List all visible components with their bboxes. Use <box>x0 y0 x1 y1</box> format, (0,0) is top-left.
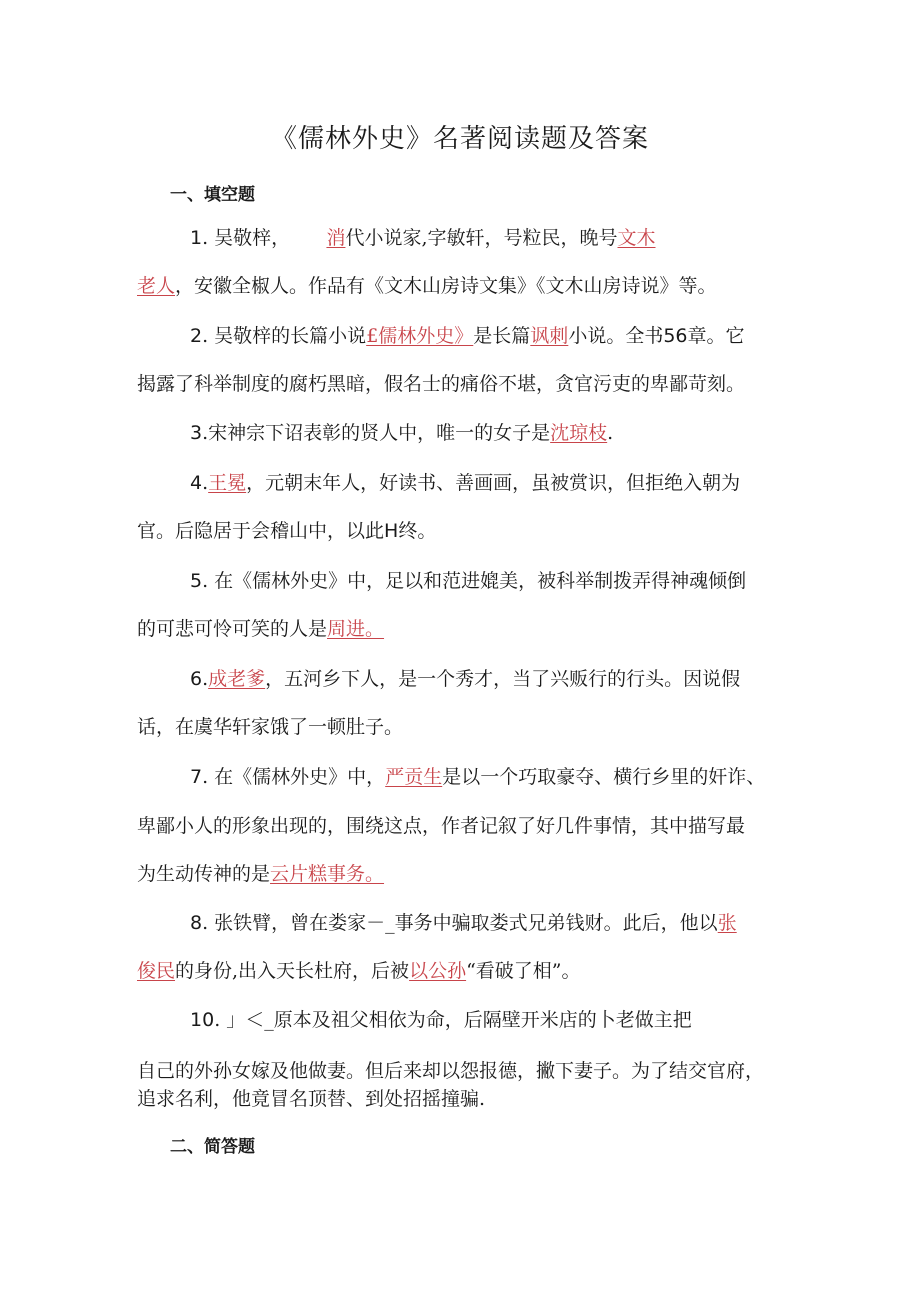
question-7-line-3: 为生动传神的是云片糕事务。 <box>137 863 385 885</box>
answer-q1-nickname-part1: 文木 <box>617 227 656 249</box>
question-8-line-1: 8. 张铁臂，曾在娄家－_事务中骗取娄式兄弟钱财。此后，他以张 <box>190 912 737 934</box>
question-2-line-1: 2. 吴敬梓的长篇小说£儒林外史》是长篇讽刺小说。全书56章。它 <box>190 325 745 347</box>
question-7-line-1: 7. 在《儒林外史》中，严贡生是以一个巧取豪夺、横行乡里的奸诈、 <box>190 766 766 788</box>
answer-q1-dynasty: 消 <box>326 227 346 249</box>
section-heading-fill-blank: 一、填空题 <box>170 185 255 205</box>
question-3-line-1: 3.宋神宗下诏表彰的贤人中，唯一的女子是沈琼枝. <box>190 422 614 444</box>
question-10-line-1: 10. 」＜_原本及祖父相依为命，后隔壁开米店的卜老做主把 <box>190 1009 692 1031</box>
answer-q1-nickname-part2: 老人 <box>137 275 176 297</box>
question-4-line-1: 4.王冕，元朝末年人，好读书、善画画，虽被赏识，但拒绝入朝为 <box>190 472 741 494</box>
question-5-line-2: 的可悲可怜可笑的人是周进。 <box>137 618 385 640</box>
answer-q7-event: 云片糕事务。 <box>270 863 385 885</box>
question-5-line-1: 5. 在《儒林外史》中，足以和范进媲美，被科举制拨弄得神魂倾倒 <box>190 570 747 592</box>
page-title: 《儒林外史》名著阅读题及答案 <box>270 124 649 154</box>
answer-q6-name: 成老爹 <box>208 668 266 690</box>
answer-q2-title: £儒林外史》 <box>366 325 474 347</box>
question-2-line-2: 揭露了科举制度的腐朽黑暗，假名士的痛俗不堪，贪官污吏的卑鄙苛刻。 <box>137 373 746 395</box>
answer-q8-alias-part2: 俊民 <box>137 960 176 982</box>
answer-q3-name: 沈琼枝 <box>550 422 608 444</box>
answer-q8-person: 以公孙 <box>409 960 467 982</box>
question-10-line-3: 追求名利，他竟冒名顶替、到处招摇撞骗. <box>137 1088 486 1110</box>
section-heading-short-answer: 二、简答题 <box>170 1137 255 1157</box>
question-6-line-1: 6.成老爹，五河乡下人，是一个秀才，当了兴贩行的行头。因说假 <box>190 668 741 690</box>
answer-q2-genre: 讽刺 <box>530 325 569 347</box>
question-1-line-2: 老人，安徽全椒人。作品有《文木山房诗文集》《文木山房诗说》等。 <box>137 275 717 297</box>
question-1-line-1: 1. 吴敬梓， 消代小说家,字敏轩，号粒民，晚号文木 <box>190 227 656 249</box>
question-4-line-2: 官。后隐居于会稽山中，以此H终。 <box>137 520 437 542</box>
answer-q7-name: 严贡生 <box>385 766 443 788</box>
answer-q8-alias-part1: 张 <box>717 912 737 934</box>
answer-q5-name: 周进。 <box>327 618 385 640</box>
question-10-line-2: 自己的外孙女嫁及他做妻。但后来却以怨报德，撇下妻子。为了结交官府， <box>137 1060 765 1082</box>
question-7-line-2: 卑鄙小人的形象出现的，围绕这点，作者记叙了好几件事情，其中描写最 <box>137 815 746 837</box>
question-8-line-2: 俊民的身份,出入天长杜府，后被以公孙“看破了相”。 <box>137 960 581 982</box>
question-6-line-2: 话，在虞华轩家饿了一顿肚子。 <box>137 716 404 738</box>
answer-q4-name: 王冕 <box>208 472 247 494</box>
